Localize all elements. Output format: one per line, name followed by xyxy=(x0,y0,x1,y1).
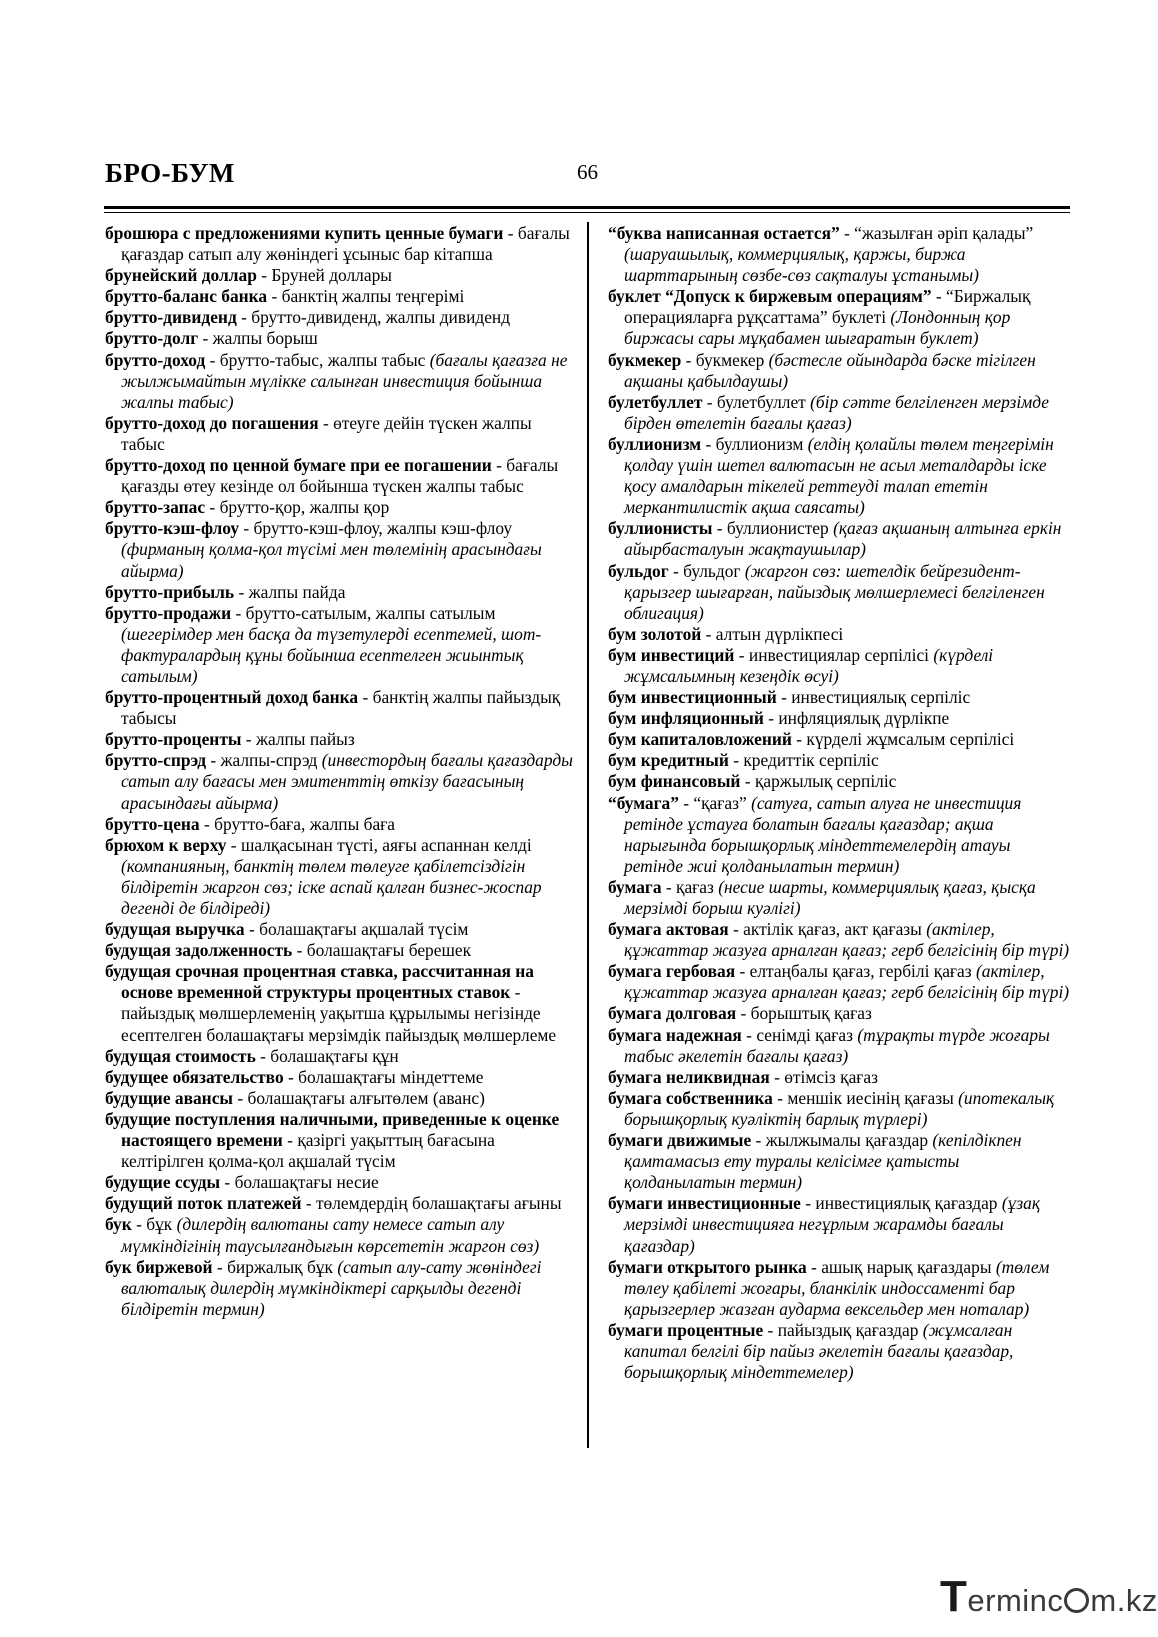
entry-term: бульдог xyxy=(608,560,669,581)
dictionary-entry xyxy=(105,919,575,940)
dictionary-entry xyxy=(608,750,1070,771)
entry-definition: - қазіргі уақыттың бағасына келтірілген қолма-қол ақшалай түсім xyxy=(121,1130,495,1172)
entry-term: бум инвестиционный xyxy=(608,687,777,708)
entry-definition: - брутто-дивиденд, жалпы дивиденд xyxy=(236,307,511,328)
entry-definition: - күрделі жұмсалым серпілісі xyxy=(791,729,1015,750)
dictionary-entry xyxy=(105,1214,575,1256)
entry-term: бумага неликвидная xyxy=(608,1066,770,1087)
entry-definition: - банктің жалпы теңгерімі xyxy=(267,286,465,307)
dictionary-entry xyxy=(105,455,575,497)
dictionary-entry xyxy=(105,518,575,581)
entry-note: (бәстесле ойындарда бәске тігілген ақшаны қабылдаушы) xyxy=(624,349,1036,391)
dictionary-entry xyxy=(608,1025,1070,1067)
entry-term: будущие авансы xyxy=(105,1087,233,1108)
dictionary-entry xyxy=(105,223,575,265)
entry-definition: - өтеуге дейін түскен жалпы табыс xyxy=(121,412,532,454)
entry-note: (актілер, құжаттар жазуға арналған қағаз; герб белгісінің бір түрі) xyxy=(624,919,1070,961)
dictionary-entry xyxy=(105,729,575,750)
dictionary-entry xyxy=(105,687,575,729)
entry-term: буллионизм xyxy=(608,433,702,454)
entry-term: брутто-спрэд xyxy=(105,750,206,771)
entry-term: брутто-долг xyxy=(105,328,199,349)
entry-definition: - алтын дүрлікпесі xyxy=(701,623,844,644)
entry-definition: - болашақтағы берешек xyxy=(292,940,472,961)
entry-term: бумага долговая xyxy=(608,1003,737,1024)
entry-definition: - жылжымалы қағаздар xyxy=(751,1130,933,1151)
entry-term: брутто-продажи xyxy=(105,602,232,623)
dictionary-entry xyxy=(105,286,575,307)
entry-term: бум кредитный xyxy=(608,750,729,771)
entry-definition: - букмекер xyxy=(681,349,769,370)
entry-term: булетбуллет xyxy=(608,391,703,412)
entry-term: брунейский доллар xyxy=(105,265,257,286)
entry-note: (кепілдікпен қамтамасыз ету туралы келісімге қатысты қолданылатын термин) xyxy=(624,1130,1022,1193)
entry-definition: - сенімді қағаз xyxy=(741,1024,858,1045)
entry-definition: - меншік иесінің қағазы xyxy=(772,1087,959,1108)
dictionary-entry xyxy=(105,940,575,961)
dictionary-entry xyxy=(608,392,1070,434)
entry-definition: - инфляциялық дүрлікпе xyxy=(763,708,950,729)
entry-definition: - бағалы қағаздар сатып алу жөніндегі ұсыныс бар кітапша xyxy=(121,223,570,265)
entry-term: “бумага” xyxy=(608,792,679,813)
entry-term: брутто-проценты xyxy=(105,729,242,750)
entry-note: (шаруашылық, коммерциялық, қаржы, биржа шарттарының сөзбе-сөз сақталуы ұстанымы) xyxy=(624,244,979,286)
entry-definition: - шалқасынан түсті, аяғы аспаннан келді xyxy=(226,834,532,855)
entry-term: будущий поток платежей xyxy=(105,1193,302,1214)
entry-definition: - пайыздық қағаздар xyxy=(763,1319,923,1340)
dictionary-entry xyxy=(105,1088,575,1109)
dictionary-entry xyxy=(105,1046,575,1067)
entry-definition: - бұк xyxy=(131,1214,177,1235)
dictionary-entry xyxy=(608,919,1070,961)
dictionary-entry xyxy=(105,307,575,328)
dictionary-entry xyxy=(608,1067,1070,1088)
entry-term: “буква написанная остается” xyxy=(608,223,840,243)
site-logo xyxy=(940,1572,1158,1620)
entry-note: (елдің қолайлы төлем теңгерімін қолдау үшін шетел валютасын не асыл металдарды іске қосу амалдарын тікелей реттеуді талап ететін меркантилистік ақша саясаты) xyxy=(624,433,1054,518)
dictionary-entry xyxy=(105,1109,575,1172)
dictionary-entry xyxy=(105,1193,575,1214)
entry-term: бум капиталовложений xyxy=(608,729,792,750)
dictionary-entry xyxy=(608,1088,1070,1130)
dictionary-entry xyxy=(105,1172,575,1193)
entry-term: брутто-процентный доход банка xyxy=(105,687,359,708)
entry-definition: - бағалы қағазды өтеу кезінде ол бойынша түскен жалпы табыс xyxy=(121,455,559,497)
entry-term: буклет “Допуск к биржевым операциям” xyxy=(608,286,932,307)
entry-term: брошюра с предложениями купить ценные бумаги xyxy=(105,223,504,243)
entry-term: бумаги инвестиционные xyxy=(608,1193,801,1214)
entry-definition: - қағаз xyxy=(661,876,719,897)
header-rule-thick xyxy=(104,206,1070,209)
entry-term: бум финансовый xyxy=(608,771,741,792)
entry-definition: - болашақтағы несие xyxy=(220,1172,379,1193)
entry-term: брутто-кэш-флоу xyxy=(105,518,240,539)
right-column xyxy=(608,223,1070,1383)
entry-note: (сатып алу-сату жөніндегі валюталық дилердің мүмкіндіктері сарқылды дегенді білдіретін термин) xyxy=(121,1256,542,1319)
entry-definition: - пайыздық мөлшерлеменің уақытша құрылымы негізінде есептелген болашақтағы мерзімдік пайыздық мөлшерлеме xyxy=(121,982,557,1045)
entry-definition: - елтаңбалы қағаз, гербілі қағаз xyxy=(735,961,976,982)
dictionary-entry xyxy=(105,814,575,835)
dictionary-entry xyxy=(608,518,1070,560)
entry-term: бумаги движимые xyxy=(608,1130,752,1151)
header-rule-thin xyxy=(104,212,1070,213)
logo-letter-t: T xyxy=(940,1572,968,1621)
dictionary-entry xyxy=(105,603,575,687)
dictionary-entry xyxy=(608,1193,1070,1256)
dictionary-entry xyxy=(105,582,575,603)
entry-note: (күрделі жұмсалымның кезеңдік өсуі) xyxy=(624,644,994,686)
entry-definition: - инвестициялық серпіліс xyxy=(776,687,971,708)
entry-definition: - булетбуллет xyxy=(702,391,811,412)
entry-definition: - брутто-қор, жалпы қор xyxy=(205,497,390,518)
entry-term: будущая задолженность xyxy=(105,940,293,961)
left-column xyxy=(105,223,575,1320)
entry-note: (ұзақ мерзімді инвестицияға негұрлым жарамды бағалы қағаздар) xyxy=(624,1193,1040,1256)
dictionary-entry xyxy=(608,1003,1070,1024)
dictionary-entry xyxy=(608,223,1070,286)
entry-term: бумаги процентные xyxy=(608,1319,764,1340)
dictionary-entry xyxy=(608,1257,1070,1320)
entry-term: бумага собственника xyxy=(608,1087,773,1108)
entry-definition: - брутто-сатылым, жалпы сатылым xyxy=(231,602,496,623)
entry-definition: - қаржылық серпіліс xyxy=(740,771,897,792)
entry-term: брутто-доход по ценной бумаге при ее погашении xyxy=(105,455,492,476)
entry-term: бумага актовая xyxy=(608,919,729,940)
entry-note: (Лондонның қор биржасы сары мұқабамен шығаратын буклет) xyxy=(624,307,1011,349)
entry-term: будущие поступления наличными, приведенные к оценке настоящего времени xyxy=(105,1108,560,1151)
entry-definition: - өтімсіз қағаз xyxy=(769,1066,879,1087)
entry-term: брутто-запас xyxy=(105,497,206,518)
entry-term: будущая выручка xyxy=(105,919,245,940)
entry-definition: - жалпы борыш xyxy=(198,328,318,349)
dictionary-entry xyxy=(105,328,575,349)
entry-note: (ипотекалық борышқорлық куәліктің барлық түрлері) xyxy=(624,1087,1055,1129)
entry-note: (инвестордың бағалы қағаздарды сатып алу бағасы мен эмитенттің өткізу бағасының арасындағы айырма) xyxy=(121,750,573,813)
entry-definition: - инвестициялар серпілісі xyxy=(734,644,934,665)
page-number: 66 xyxy=(577,160,598,184)
entry-term: брутто-баланс банка xyxy=(105,286,268,307)
dictionary-entry xyxy=(608,286,1070,349)
entry-note: (актілер, құжаттар жазуға арналған қағаз; герб белгісінің бір түрі) xyxy=(624,961,1070,1003)
dictionary-entry xyxy=(105,750,575,813)
entry-definition: - кредиттік серпіліс xyxy=(728,750,879,771)
column-divider xyxy=(587,222,589,1448)
entry-definition: - буллионизм xyxy=(701,433,808,454)
dictionary-entry xyxy=(608,624,1070,645)
entry-definition: - ашық нарық қағаздары xyxy=(806,1256,996,1277)
entry-term: будущая стоимость xyxy=(105,1045,256,1066)
entry-note: (тұрақты түрде жоғары табыс әкелетін бағалы қағаз) xyxy=(624,1024,1050,1066)
entry-term: брутто-дивиденд xyxy=(105,307,237,328)
entry-definition: - “қағаз” xyxy=(678,792,752,813)
dictionary-entry xyxy=(608,771,1070,792)
entry-term: бук xyxy=(105,1214,132,1235)
entry-term: бумага xyxy=(608,876,662,897)
entry-definition: - инвестициялық қағаздар xyxy=(800,1193,1002,1214)
dictionary-entry xyxy=(608,708,1070,729)
page-header-title: БРО-БУМ xyxy=(105,158,235,188)
entry-definition: - болашақтағы міндеттеме xyxy=(283,1066,484,1087)
entry-note: (сатуға, сатып алуға не инвестиция ретінде ұстауға болатын бағалы қағаздар; ақша нарығында борышқорлық міндеттемелердің атауы ретінде жиі қолданылатын термин) xyxy=(624,792,1022,876)
entry-definition: - жалпы пайда xyxy=(234,581,346,602)
entry-note: (қағаз ақшаның алтынға еркін айырбасталуын жақтаушылар) xyxy=(624,518,1062,560)
entry-term: букмекер xyxy=(608,349,682,370)
entry-note: (жаргон сөз: шетелдік бейрезидент-қарызгер шығарған, пайыздық мөлшерлемесі белгіленген облигация) xyxy=(624,560,1045,623)
entry-definition: - бульдог xyxy=(668,560,745,581)
entry-definition: - буллионистер xyxy=(712,518,834,539)
dictionary-entry xyxy=(105,1257,575,1320)
entry-term: будущая срочная процентная ставка, рассчитанная на основе временной структуры процентных ставок xyxy=(105,961,534,1003)
dictionary-entry xyxy=(105,265,575,286)
dictionary-entry xyxy=(608,729,1070,750)
dictionary-entry xyxy=(608,1130,1070,1193)
entry-note: (несие шарты, коммерциялық қағаз, қысқа мерзімді борыш куәлігі) xyxy=(624,876,1036,918)
entry-definition: - жалпы пайыз xyxy=(241,729,355,750)
dictionary-entry xyxy=(105,961,575,1045)
entry-term: бумага надежная xyxy=(608,1024,742,1045)
dictionary-entry xyxy=(608,350,1070,392)
entry-note: (төлем төлеу қабілеті жоғары, бланкілік индоссаменті бар қарызгерлер жазған аударма вексельдер мен ноталар) xyxy=(624,1256,1050,1319)
entry-note: (бір сәтте белгіленген мерзімде бірден өтелетін бағалы қағаз) xyxy=(624,391,1049,433)
entry-term: брутто-цена xyxy=(105,813,200,834)
logo-o-ring xyxy=(1064,1588,1089,1613)
entry-term: бук биржевой xyxy=(105,1256,213,1277)
entry-definition: - болашақтағы құн xyxy=(255,1045,399,1066)
entry-note: (шегерімдер мен басқа да түзетулерді есептемей, шот-фактуралардың құны бойынша есептелген жиынтық сатылым) xyxy=(121,623,542,686)
dictionary-entry xyxy=(608,645,1070,687)
entry-term: брюхом к верху xyxy=(105,834,227,855)
entry-definition: - болашақтағы ақшалай түсім xyxy=(244,919,469,940)
entry-term: будущие ссуды xyxy=(105,1172,221,1193)
entry-term: буллионисты xyxy=(608,518,713,539)
entry-definition: - борыштық қағаз xyxy=(736,1003,872,1024)
dictionary-entry xyxy=(608,961,1070,1003)
entry-note: (бағалы қағазға не жылжымайтын мүлікке салынған инвестиция бойынша жалпы табыс) xyxy=(121,349,568,412)
entry-term: брутто-прибыль xyxy=(105,581,235,602)
entry-term: бум инфляционный xyxy=(608,708,764,729)
entry-note: (фирманың қолма-қол түсімі мен төлемінің арасындағы айырма) xyxy=(121,539,542,581)
entry-term: брутто-доход до погашения xyxy=(105,412,319,433)
entry-term: бумаги открытого рынка xyxy=(608,1256,807,1277)
dictionary-entry xyxy=(608,561,1070,624)
dictionary-entry xyxy=(608,793,1070,877)
dictionary-entry xyxy=(608,1320,1070,1383)
dictionary-entry xyxy=(105,497,575,518)
logo-text-end: m.kz xyxy=(1090,1583,1158,1618)
entry-note: (жұмсалған капитал белгілі бір пайыз әкелетін бағалы қағаздар, борышқорлық міндеттемелер) xyxy=(624,1319,1014,1383)
logo-text-part: erminc xyxy=(967,1583,1064,1618)
entry-definition: - банктің жалпы пайыздық табысы xyxy=(121,687,561,729)
entry-definition: - жалпы-спрэд xyxy=(206,750,322,771)
dictionary-entry xyxy=(608,434,1070,518)
entry-term: бумага гербовая xyxy=(608,961,736,982)
entry-term: будущее обязательство xyxy=(105,1066,284,1087)
entry-term: брутто-доход xyxy=(105,349,206,370)
entry-definition: - Бруней доллары xyxy=(256,265,392,286)
dictionary-entry xyxy=(608,687,1070,708)
dictionary-entry xyxy=(105,350,575,413)
dictionary-entry xyxy=(608,877,1070,919)
dictionary-entry xyxy=(105,413,575,455)
entry-definition: - “Биржалық операцияларға рұқсаттама” буклеті xyxy=(624,286,1031,328)
entry-definition: - актілік қағаз, акт қағазы xyxy=(728,919,927,940)
dictionary-entry xyxy=(105,1067,575,1088)
entry-term: бум инвестиций xyxy=(608,644,735,665)
entry-term: бум золотой xyxy=(608,623,702,644)
entry-definition: - төлемдердің болашақтағы ағыны xyxy=(301,1193,562,1214)
entry-note: (дилердің валютаны сату немесе сатып алу мүмкіндігінің таусылғандығын көрсететін жаргон сөз) xyxy=(121,1214,540,1256)
entry-note: (компанияның, банктің төлем төлеуге қабілетсіздігін білдіретін жаргон сөз; іске аспай қалған бизнес-жоспар дегенді де білдіреді) xyxy=(121,855,542,918)
dictionary-entry xyxy=(105,835,575,919)
entry-definition: - брутто-табыс, жалпы табыс xyxy=(205,349,430,370)
entry-definition: - “жазылған әріп қалады” xyxy=(839,223,1034,243)
entry-definition: - болашақтағы алғытөлем (аванс) xyxy=(233,1087,485,1108)
entry-definition: - брутто-баға, жалпы баға xyxy=(199,813,396,834)
entry-definition: - биржалық бұк xyxy=(212,1256,338,1277)
entry-definition: - брутто-кэш-флоу, жалпы кэш-флоу xyxy=(239,518,513,539)
